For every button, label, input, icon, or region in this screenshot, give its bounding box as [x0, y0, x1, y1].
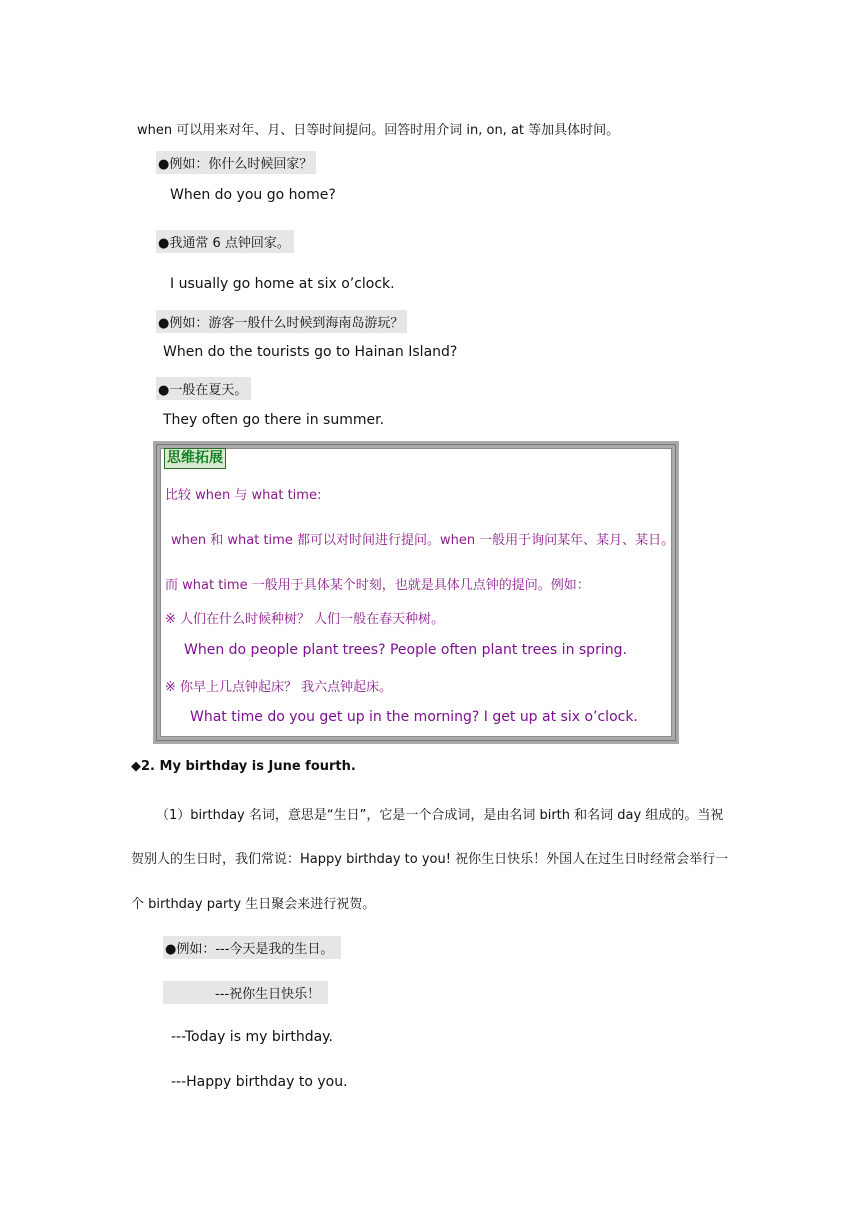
section-2-heading: ◆2. My birthday is June fourth. — [131, 759, 356, 774]
example-en-4: They often go there in summer. — [163, 412, 385, 428]
compare-example-2-en: What time do you get up in the morning? I get up at six o’clock. — [190, 709, 638, 725]
intro-text: when 可以用来对年、月、日等时间提问。回答时用介词 in, on, at 等加具体时间。 — [137, 123, 620, 138]
compare-heading: 比较 when 与 what time: — [165, 488, 322, 503]
expansion-tag: 思维拓展 — [164, 448, 226, 469]
birthday-example-en-1: ---Today is my birthday. — [171, 1029, 333, 1045]
section-2-para-line-1: （1）birthday 名词，意思是“生日”，它是一个合成词，是由名词 birth 和名词 day 组成的。当祝 — [156, 808, 724, 823]
section-2-para-line-2: 贺别人的生日时，我们常说：Happy birthday to you! 祝你生日快乐！外国人在过生日时经常会举行一 — [131, 852, 729, 867]
compare-example-2-cn: ※ 你早上几点钟起床？ 我六点钟起床。 — [165, 680, 393, 695]
compare-line-1: when 和 what time 都可以对时间进行提问。when 一般用于询问某年、某月、某日。 — [171, 533, 675, 548]
example-cn-1: ●例如：你什么时候回家？ — [156, 151, 316, 174]
example-cn-4: ●一般在夏天。 — [156, 377, 251, 400]
birthday-example-cn-1: ●例如：---今天是我的生日。 — [163, 936, 341, 959]
example-en-3: When do the tourists go to Hainan Island? — [163, 344, 458, 360]
example-en-2: I usually go home at six o’clock. — [170, 276, 395, 292]
section-2-para-line-3: 个 birthday party 生日聚会来进行祝贺。 — [131, 897, 376, 912]
example-en-1: When do you go home? — [170, 187, 336, 203]
birthday-example-cn-2: ---祝你生日快乐！ — [163, 981, 328, 1004]
compare-line-2: 而 what time 一般用于具体某个时刻，也就是具体几点钟的提问。例如： — [165, 578, 590, 593]
example-cn-2: ●我通常 6 点钟回家。 — [156, 230, 294, 253]
compare-example-1-en: When do people plant trees? People often plant trees in spring. — [184, 642, 627, 658]
birthday-example-en-2: ---Happy birthday to you. — [171, 1074, 348, 1090]
example-cn-3: ●例如：游客一般什么时候到海南岛游玩？ — [156, 310, 407, 333]
compare-example-1-cn: ※ 人们在什么时候种树？ 人们一般在春天种树。 — [165, 612, 445, 627]
